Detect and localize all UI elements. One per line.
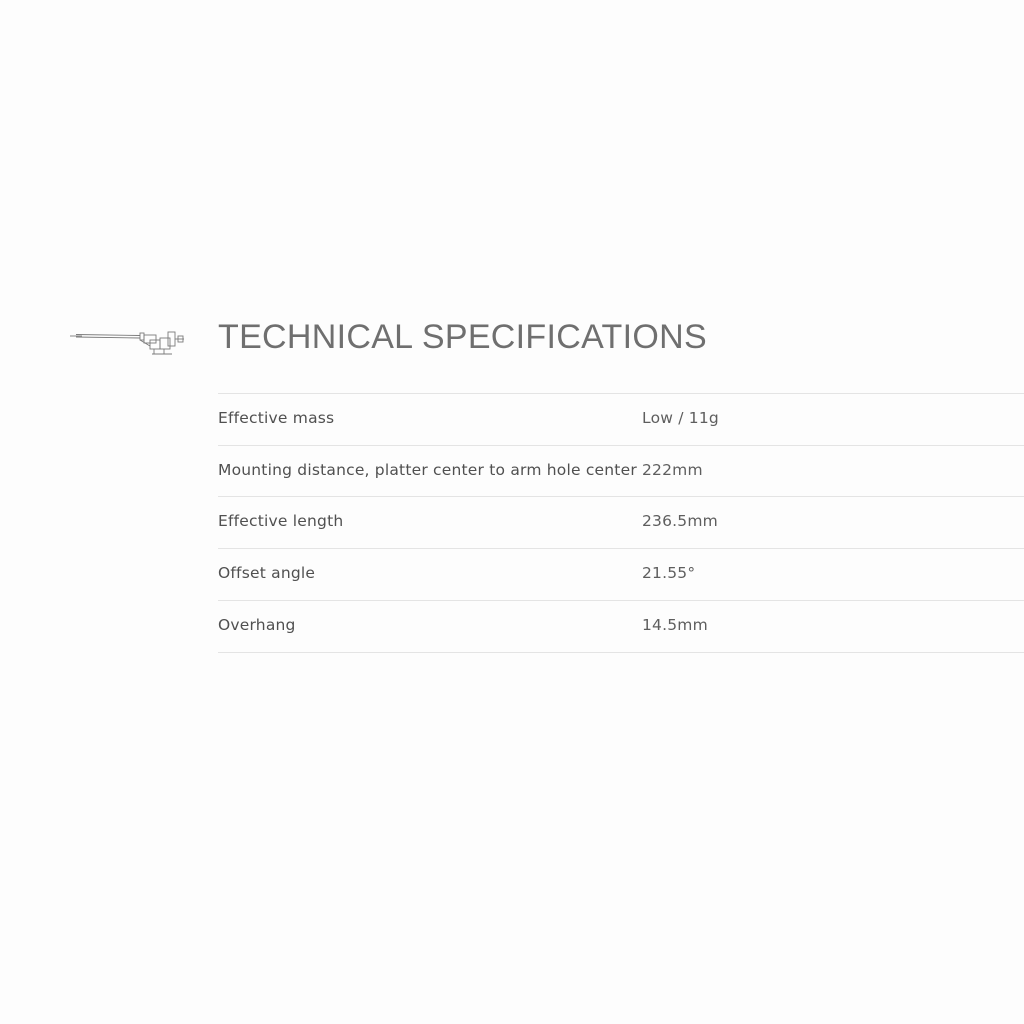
spec-label: Overhang [218, 616, 296, 634]
spec-row-effective-mass [218, 394, 1024, 446]
spec-label: Offset angle [218, 564, 316, 582]
spec-value: 222mm [642, 461, 703, 479]
spec-row-offset-angle [218, 549, 1024, 601]
page-title: TECHNICAL SPECIFICATIONS [218, 318, 707, 356]
spec-row-mounting-distance [218, 446, 1024, 497]
spec-value: 21.55° [642, 564, 696, 582]
spec-label: Effective mass [218, 409, 335, 427]
spec-label: Effective length [218, 512, 344, 530]
spec-value: Low / 11g [642, 409, 719, 427]
spec-table [218, 393, 1024, 653]
spec-value: 14.5mm [642, 616, 708, 634]
spec-row-overhang [218, 601, 1024, 653]
tonearm-icon [68, 326, 188, 358]
spec-label: Mounting distance, platter center to arm hole center [218, 461, 637, 479]
spec-value: 236.5mm [642, 512, 718, 530]
spec-row-effective-length [218, 497, 1024, 549]
